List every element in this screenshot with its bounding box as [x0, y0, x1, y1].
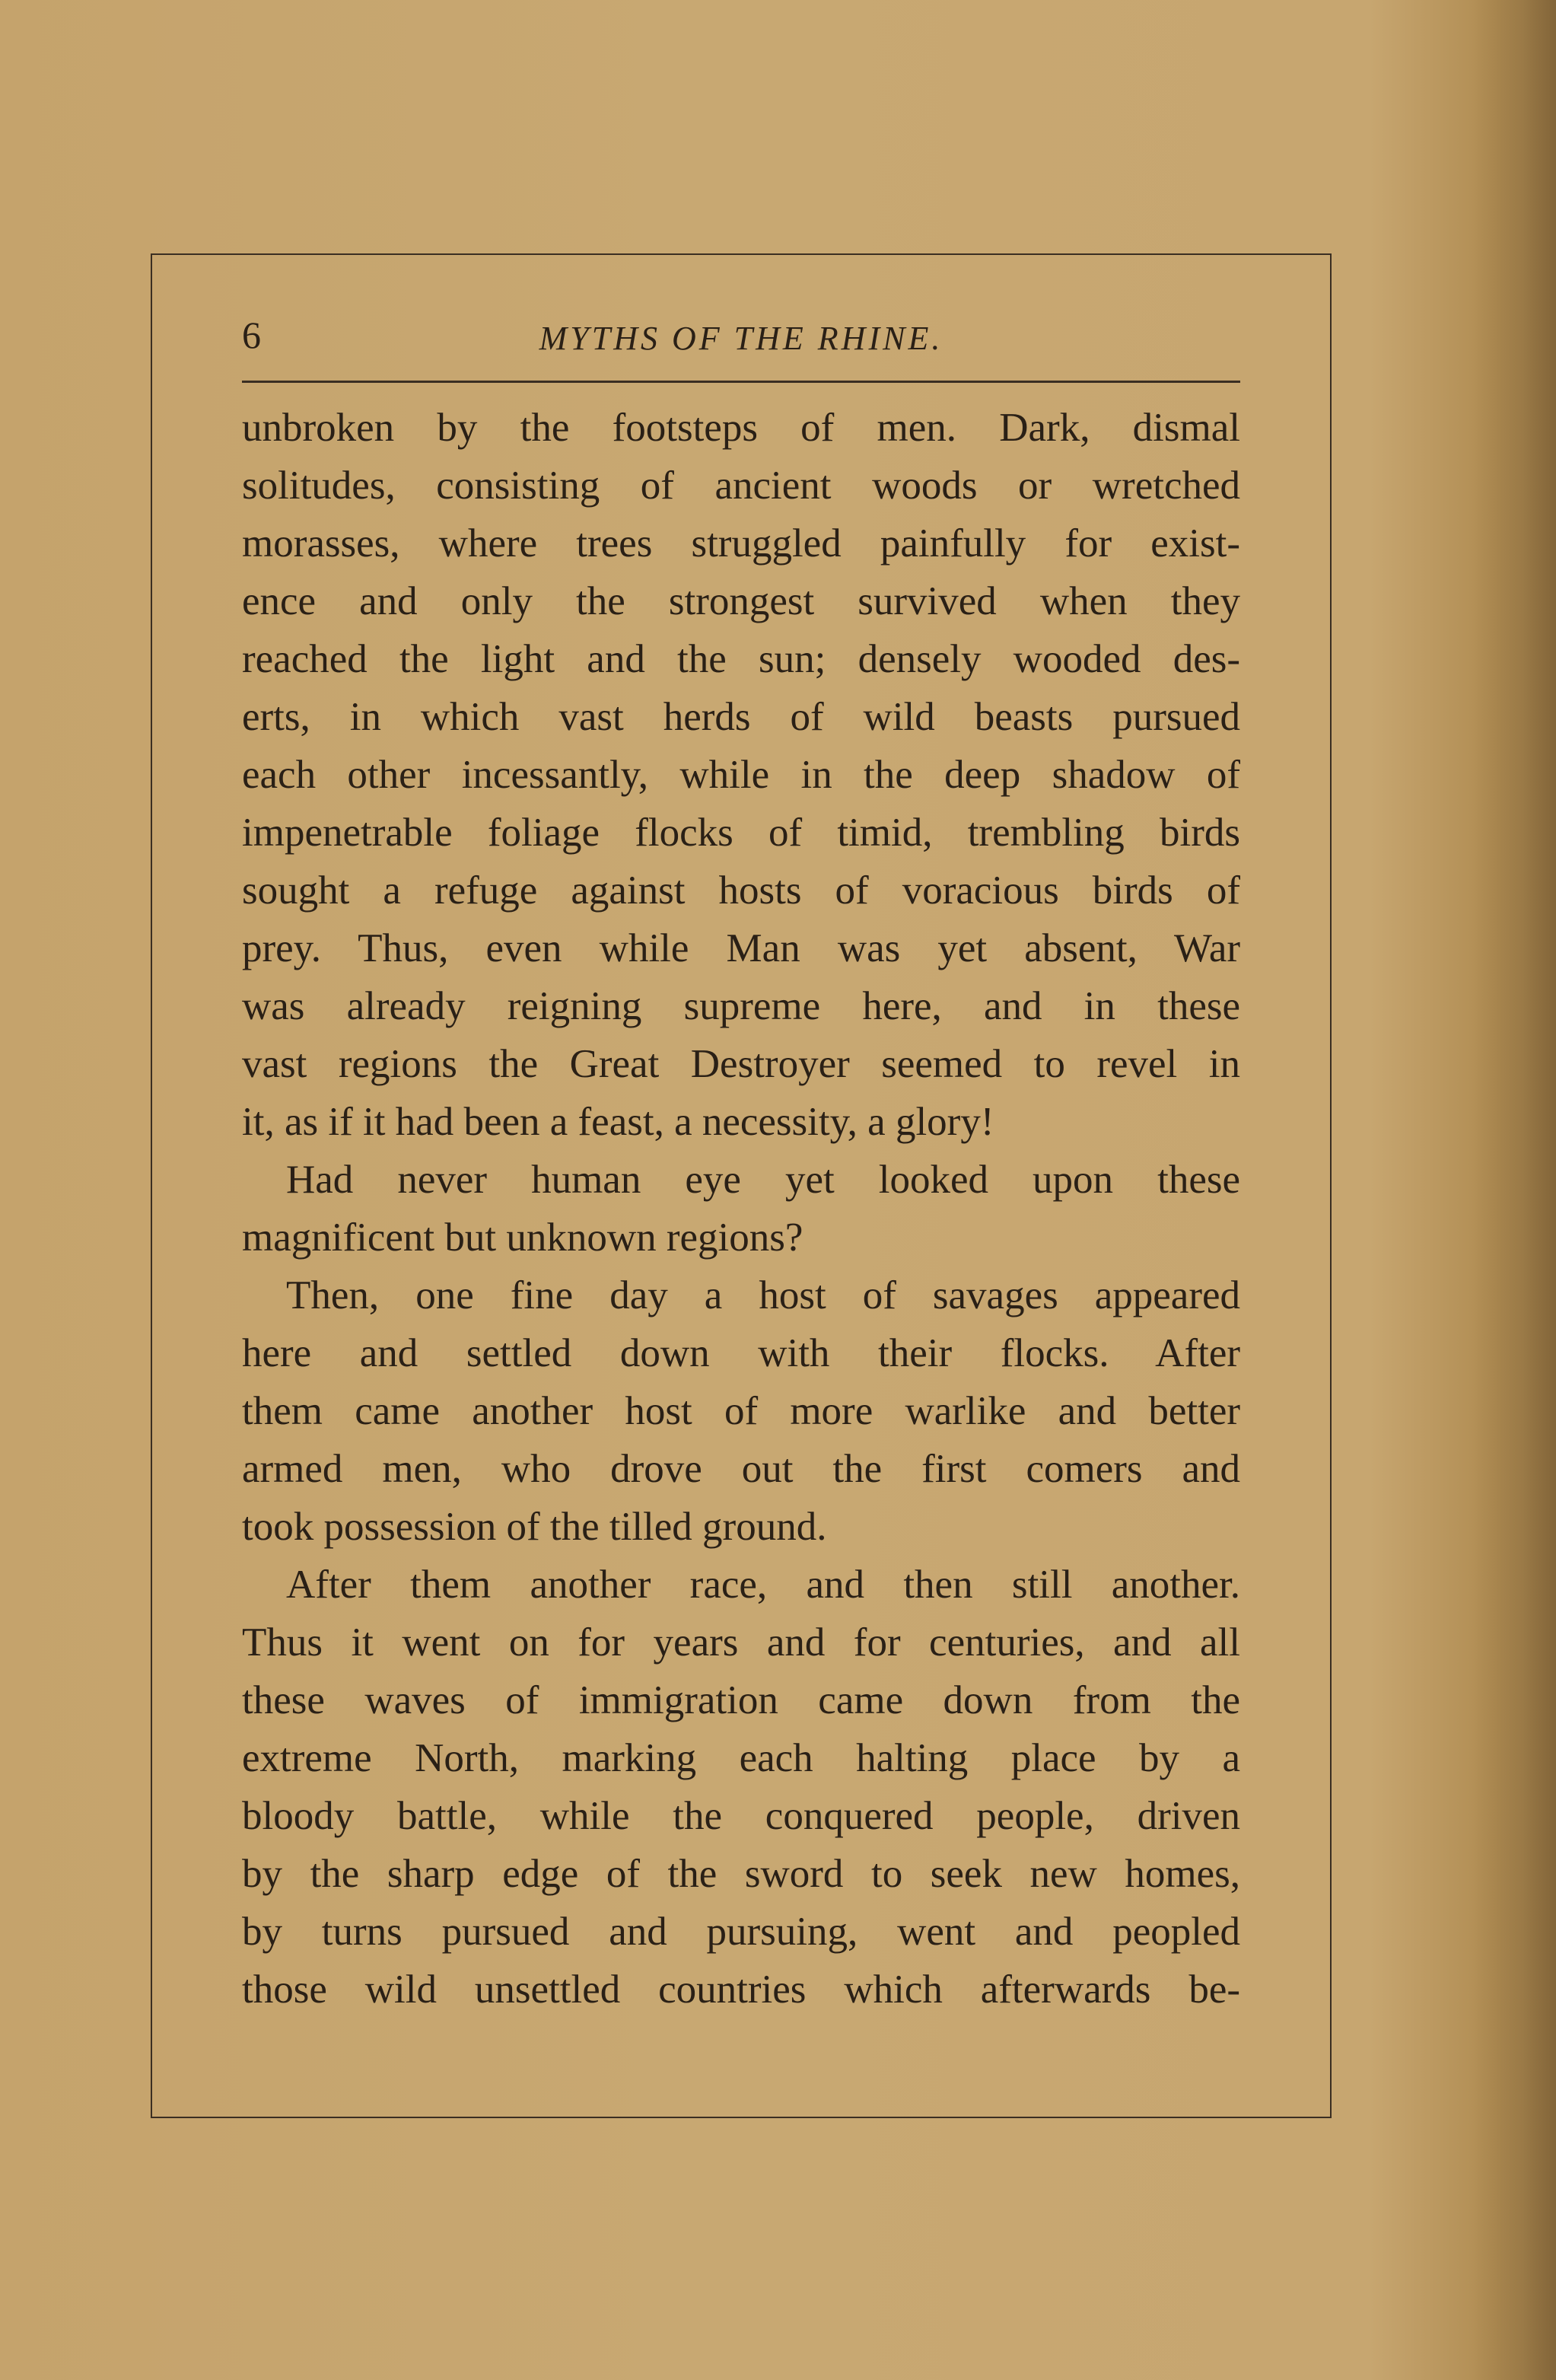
text-line: vast regions the Great Destroyer seemed to revel in [242, 1042, 1240, 1086]
text-line: prey. Thus, even while Man was yet absent, War [242, 926, 1240, 970]
text-line: Had never human eye yet looked upon these [286, 1158, 1240, 1202]
text-line: erts, in which vast herds of wild beasts pursued [242, 695, 1240, 739]
text-line: extreme North, marking each halting place by a [242, 1736, 1240, 1780]
text-line: unbroken by the footsteps of men. Dark, dismal [242, 406, 1240, 450]
text-line: them came another host of more warlike and better [242, 1389, 1240, 1433]
text-line: armed men, who drove out the first comers and [242, 1447, 1240, 1491]
text-line: After them another race, and then still another. [286, 1563, 1240, 1607]
page-edge-shadow [1472, 0, 1556, 2380]
text-line: Thus it went on for years and for centuries, and all [242, 1620, 1240, 1665]
text-line: by turns pursued and pursuing, went and peopled [242, 1910, 1240, 1954]
running-title: MYTHS OF THE RHINE. [539, 320, 943, 357]
text-line: magnificent but unknown regions? [242, 1215, 803, 1260]
text-line: took possession of the tilled ground. [242, 1505, 827, 1549]
text-line: Then, one fine day a host of savages appeared [286, 1273, 1240, 1317]
text-line: ence and only the strongest survived when they [242, 579, 1240, 623]
text-line: it, as if it had been a feast, a necessity, a glory! [242, 1100, 994, 1144]
text-line: bloody battle, while the conquered people, driven [242, 1794, 1240, 1838]
body-text [242, 399, 1240, 2018]
text-line: impenetrable foliage flocks of timid, trembling birds [242, 811, 1240, 855]
paragraph-3 [242, 1266, 1240, 1556]
text-line: was already reigning supreme here, and in these [242, 984, 1240, 1028]
text-line: morasses, where trees struggled painfully for exist- [242, 521, 1240, 566]
page-number: 6 [242, 314, 261, 356]
running-head [242, 304, 1240, 383]
text-line: by the sharp edge of the sword to seek new homes, [242, 1852, 1240, 1896]
text-line: solitudes, consisting of ancient woods or wretched [242, 464, 1240, 508]
paragraph-1 [242, 399, 1240, 1151]
text-line: these waves of immigration came down from the [242, 1678, 1240, 1722]
text-line: here and settled down with their flocks. After [242, 1331, 1240, 1375]
paragraph-2 [242, 1151, 1240, 1266]
text-line: reached the light and the sun; densely wooded des- [242, 637, 1240, 681]
paragraph-4 [242, 1556, 1240, 2018]
text-line: each other incessantly, while in the deep shadow of [242, 753, 1240, 797]
text-line: those wild unsettled countries which afterwards be- [242, 1967, 1240, 2012]
text-line: sought a refuge against hosts of voracious birds of [242, 868, 1240, 913]
